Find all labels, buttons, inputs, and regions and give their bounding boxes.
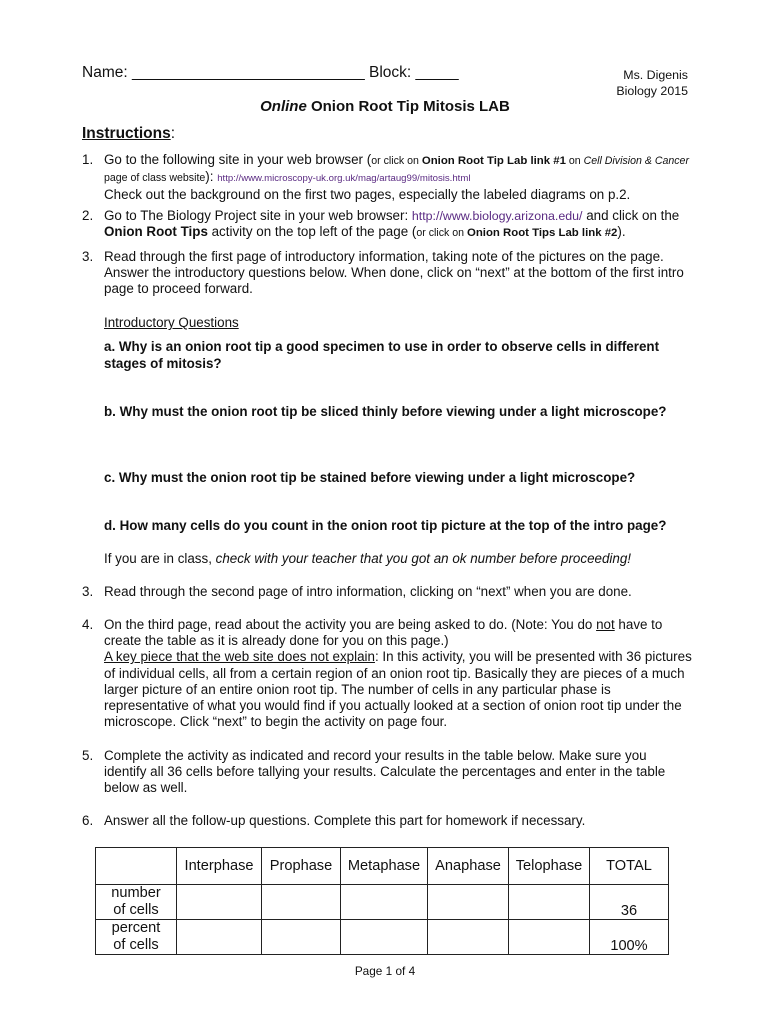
- step-text: [104, 152, 692, 204]
- step-number: 3.: [82, 249, 94, 264]
- table-cell[interactable]: [341, 920, 428, 955]
- table-header-cell: Prophase: [262, 848, 341, 885]
- emphasis-not: not: [596, 617, 615, 632]
- step-number: 2.: [82, 208, 94, 223]
- biology-project-url-link[interactable]: http://www.biology.arizona.edu/: [411, 209, 583, 223]
- step-text-part: Go to The Biology Project site in your web browser:: [104, 208, 412, 223]
- table-header-cell: [96, 848, 177, 885]
- step-text-part: Go to the following site in your web browser (: [104, 152, 372, 167]
- step-number: 5.: [82, 748, 94, 763]
- step-text: [104, 208, 692, 241]
- page-footer: Page 1 of 4: [354, 964, 416, 978]
- microscopy-url-link[interactable]: http://www.microscopy-uk.org.uk/mag/artaug99/mitosis.html: [217, 173, 471, 185]
- total-cell: 100%: [590, 920, 669, 955]
- row-label: [96, 885, 177, 920]
- question-d: d. How many cells do you count in the onion root tip picture at the top of the intro page?: [104, 518, 667, 533]
- teacher-info: [616, 67, 688, 99]
- instructions-heading: [82, 125, 175, 143]
- step-text: Read through the first page of introductory information, taking note of the pictures on the page. Answer the introductory questions below. When done, click on “next” at the bottom of the first intro page to proceed forward.: [104, 249, 684, 297]
- table-header-cell: Anaphase: [428, 848, 509, 885]
- step-text-part: On the third page, read about the activity you are being asked to do. (Note: You do: [104, 617, 597, 632]
- row-label-line: number: [111, 885, 161, 901]
- step-number: 3.: [82, 584, 94, 599]
- table-cell[interactable]: [177, 920, 262, 955]
- step-number: 6.: [82, 813, 94, 828]
- step-3-second: [82, 584, 692, 600]
- step-text-part: ).: [617, 224, 626, 240]
- table-cell[interactable]: [509, 920, 590, 955]
- teacher-name: Ms. Digenis: [623, 68, 688, 82]
- table-header-cell: TOTAL: [590, 848, 669, 885]
- step-number: 4.: [82, 617, 94, 632]
- table-cell[interactable]: [428, 920, 509, 955]
- step-text: Answer all the follow-up questions. Complete this part for homework if necessary.: [104, 813, 586, 828]
- key-piece-label: A key piece that the web site does not explain: [104, 649, 375, 665]
- question-a: a. Why is an onion root tip a good specimen to use in order to observe cells in different stages of mitosis?: [104, 339, 660, 371]
- table-header-cell: Metaphase: [341, 848, 428, 885]
- link-reference: Onion Root Tips Lab link #2: [466, 227, 618, 240]
- step-text-part: : In this activity, you will be presented with 36 pictures of individual cells, all from a certain region of an onion root tip. Basically they are pieces of a much larger picture of an entire onion root tip. The number of cells in any particular phase is representative of what you would find if you actually looked at a section of onion root tip under the microscope. Click “next” to begin the activity on page four.: [104, 649, 692, 730]
- instructions-label: Instructions: [82, 125, 171, 142]
- step-text-part: on: [565, 155, 584, 167]
- title-rest: Onion Root Tip Mitosis LAB: [306, 98, 510, 115]
- step-text: Read through the second page of intro information, clicking on “next” when you are done.: [104, 584, 632, 599]
- question-c: c. Why must the onion root tip be stained before viewing under a light microscope?: [104, 470, 636, 485]
- title-italic: Online: [260, 98, 307, 115]
- table-cell[interactable]: [428, 885, 509, 920]
- step-text-part: or click on: [416, 227, 467, 240]
- instructions-colon: :: [170, 125, 176, 142]
- question-b: b. Why must the onion root tip be sliced thinly before viewing under a light microscope?: [104, 404, 667, 419]
- name-block-line: Name: ___________________________ Block: _____: [82, 64, 459, 81]
- note-text: If you are in class,: [104, 551, 216, 566]
- table-row: [96, 885, 669, 920]
- course-year: Biology 2015: [616, 84, 688, 98]
- row-label-line: percent: [111, 920, 161, 936]
- table-cell[interactable]: [262, 885, 341, 920]
- table-cell[interactable]: [262, 920, 341, 955]
- step-text-part: and click on the: [582, 208, 680, 223]
- table-cell[interactable]: [509, 885, 590, 920]
- question-d-note: [104, 551, 689, 568]
- step-2: [82, 208, 692, 241]
- step-1: [82, 152, 692, 204]
- step-text-part: ):: [205, 169, 218, 185]
- step-text-part: or click on: [371, 155, 422, 167]
- table-row: [96, 920, 669, 955]
- total-cell: 36: [590, 885, 669, 920]
- row-label-line: of cells: [113, 937, 159, 953]
- page-title: [0, 98, 770, 115]
- step-text: [104, 617, 692, 730]
- table-cell[interactable]: [177, 885, 262, 920]
- step-text-part: page of class website: [104, 172, 206, 185]
- table-header-row: [96, 848, 669, 885]
- step-text-part: activity on the top left of the page (: [207, 224, 417, 240]
- table-cell[interactable]: [341, 885, 428, 920]
- step-5: [82, 748, 692, 797]
- step-3: [82, 249, 692, 298]
- step-6: [82, 813, 692, 829]
- step-4: [82, 617, 692, 730]
- step-number: 1.: [82, 152, 94, 167]
- results-table: [95, 847, 669, 955]
- activity-name: Onion Root Tips: [104, 224, 208, 240]
- table-header-cell: Telophase: [509, 848, 590, 885]
- intro-questions-heading: Introductory Questions: [104, 315, 239, 330]
- note-emphasis: check with your teacher that you got an ok number before proceeding!: [215, 551, 631, 566]
- table-header-cell: Interphase: [177, 848, 262, 885]
- step-text: Complete the activity as indicated and record your results in the table below. Make sure you identify all 36 cells before tallying your results. Calculate the percentages and enter in the table below as well.: [104, 748, 666, 796]
- page-reference: Cell Division & Cancer: [583, 155, 689, 167]
- row-label: [96, 920, 177, 955]
- step-text-part: have to create the table as it is already done for you on this page.): [104, 617, 663, 649]
- row-label-line: of cells: [113, 902, 159, 918]
- link-reference: Onion Root Tip Lab link #1: [421, 155, 566, 167]
- step-text-part: Check out the background on the first two pages, especially the labeled diagrams on p.2.: [104, 187, 631, 203]
